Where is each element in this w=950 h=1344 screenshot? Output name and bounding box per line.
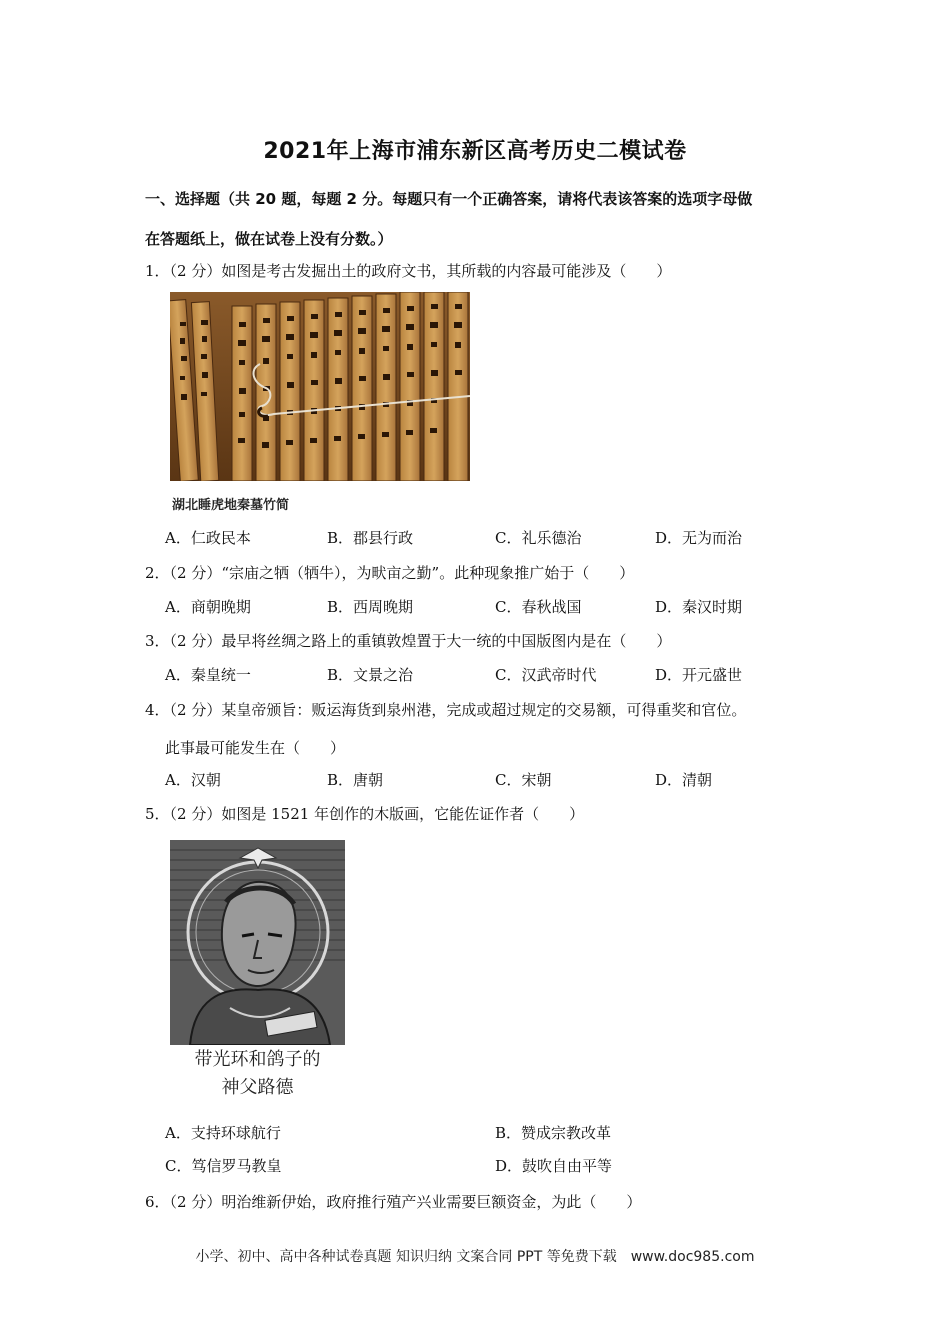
figure-5-caption	[170, 1046, 345, 1102]
q1-option-d: D．无为而治	[655, 529, 743, 547]
q2-option-a: A．商朝晚期	[165, 598, 251, 616]
q2-option-d: D．秦汉时期	[655, 598, 743, 616]
section-instructions-line1: 一、选择题（共 20 题，每题 2 分。每题只有一个正确答案，请将代表该答案的选项字母做	[145, 190, 753, 208]
q5-option-d: D．鼓吹自由平等	[495, 1157, 613, 1175]
q3-option-d: D．开元盛世	[655, 666, 743, 684]
q2-option-c: C．春秋战国	[495, 598, 582, 616]
question-4-stem: 4．（2 分）某皇帝颁旨：贩运海货到泉州港，完成或超过规定的交易额，可得重奖和官位。	[145, 701, 747, 719]
page-title: 2021年上海市浦东新区高考历史二模试卷	[263, 139, 687, 164]
figure-5-caption-line2: 神父路德	[221, 1077, 294, 1098]
q4-option-b: B．唐朝	[327, 771, 384, 789]
q1-option-c: C．礼乐德治	[495, 529, 582, 547]
q3-option-a: A．秦皇统一	[165, 666, 251, 684]
q4-option-d: D．清朝	[655, 771, 713, 789]
figure-5-caption-line1: 带光环和鸽子的	[194, 1049, 321, 1070]
q2-option-b: B．西周晚期	[327, 598, 414, 616]
q4-option-c: C．宋朝	[495, 771, 552, 789]
q1-option-a: A．仁政民本	[165, 529, 251, 547]
figure-1-caption: 湖北睡虎地秦墓竹简	[172, 498, 290, 513]
page-footer: 小学、初中、高中各种试卷真题 知识归纳 文案合同 PPT 等免费下载 www.doc985.com	[195, 1249, 755, 1265]
q3-option-b: B．文景之治	[327, 666, 414, 684]
woodcut-luther-image	[170, 840, 345, 1045]
section-instructions-line2: 在答题纸上，做在试卷上没有分数。）	[145, 230, 393, 248]
bamboo-slips-image	[170, 292, 470, 481]
q5-option-a: A．支持环球航行	[165, 1124, 281, 1142]
q5-option-c: C．笃信罗马教皇	[165, 1157, 282, 1175]
q4-option-a: A．汉朝	[165, 771, 221, 789]
q5-option-b: B．赞成宗教改革	[495, 1124, 612, 1142]
question-3-stem: 3．（2 分）最早将丝绸之路上的重镇敦煌置于大一统的中国版图内是在（ ）	[145, 632, 672, 650]
question-1-stem: 1．（2 分）如图是考古发掘出土的政府文书，其所载的内容最可能涉及（ ）	[145, 262, 672, 280]
question-5-stem: 5．（2 分）如图是 1521 年创作的木版画，它能佐证作者（ ）	[145, 805, 585, 823]
q1-option-b: B．郡县行政	[327, 529, 414, 547]
q3-option-c: C．汉武帝时代	[495, 666, 597, 684]
question-2-stem: 2．（2 分）“宗庙之牺（牺牛），为畎亩之勤”。此种现象推广始于（ ）	[145, 564, 635, 582]
question-6-stem: 6．（2 分）明治维新伊始，政府推行殖产兴业需要巨额资金，为此（ ）	[145, 1193, 642, 1211]
question-4-stem-cont: 此事最可能发生在（ ）	[165, 739, 346, 757]
